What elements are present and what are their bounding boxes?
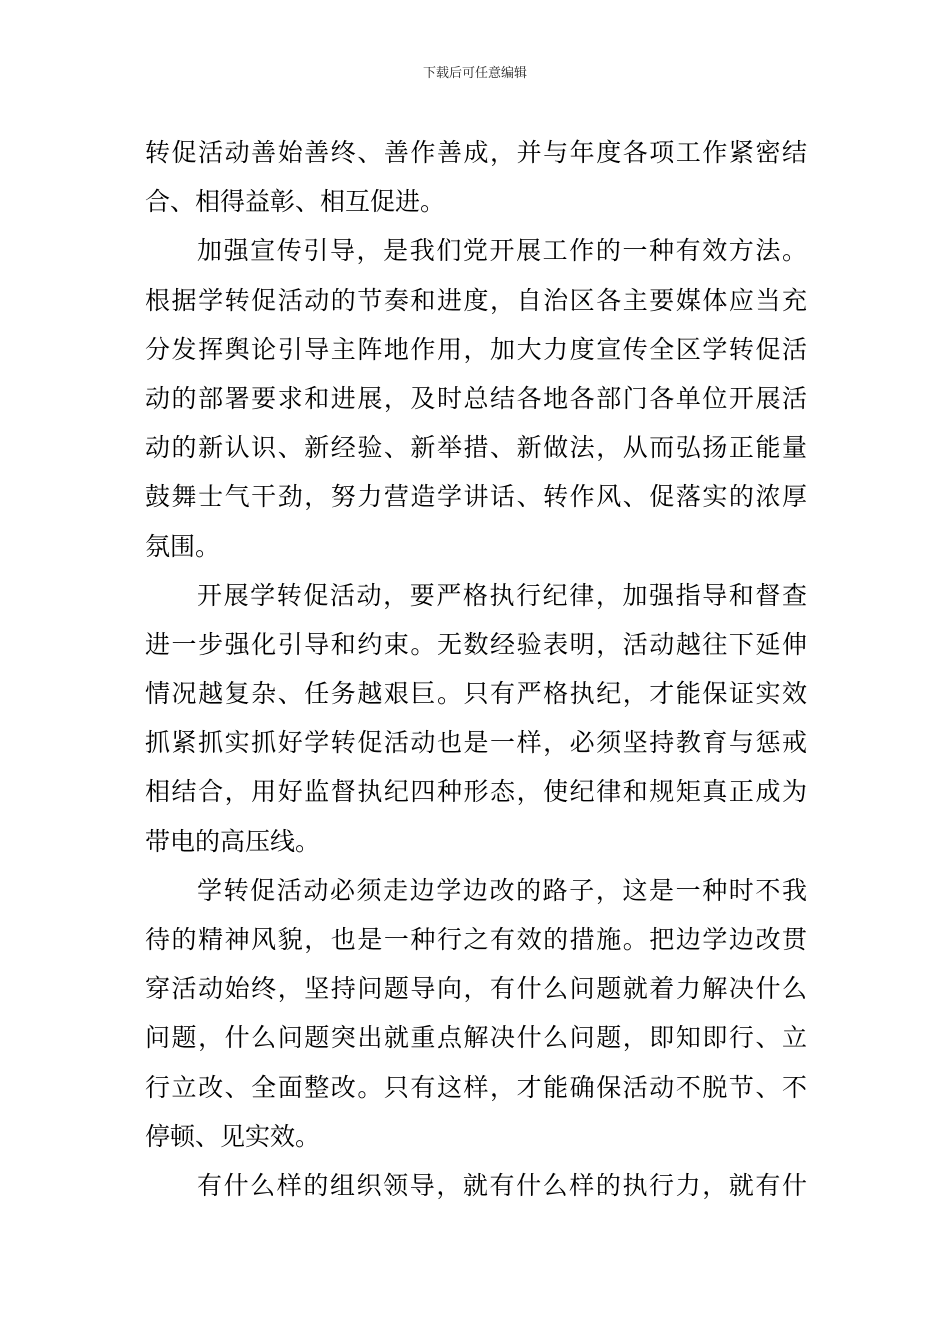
text-line: 动的新认识、新经验、新举措、新做法，从而弘扬正能量 — [145, 433, 807, 463]
text-line: 氛围。 — [145, 531, 221, 561]
text-line: 学转促活动必须走边学边改的路子，这是一种时不我 — [197, 875, 807, 905]
text-line: 根据学转促活动的节奏和进度，自治区各主要媒体应当充 — [145, 285, 807, 315]
text-line: 问题，什么问题突出就重点解决什么问题，即知即行、立 — [145, 1023, 807, 1053]
text-line: 进一步强化引导和约束。无数经验表明，活动越往下延伸 — [145, 629, 807, 659]
text-line: 穿活动始终，坚持问题导向，有什么问题就着力解决什么 — [145, 974, 807, 1004]
text-line: 行立改、全面整改。只有这样，才能确保活动不脱节、不 — [145, 1072, 807, 1102]
text-line: 停顿、见实效。 — [145, 1121, 321, 1151]
text-line: 分发挥舆论引导主阵地作用，加大力度宣传全区学转促活 — [145, 334, 807, 364]
text-line: 抓紧抓实抓好学转促活动也是一样，必须坚持教育与惩戒 — [145, 728, 807, 758]
text-line: 合、相得益彰、相互促进。 — [145, 187, 446, 217]
text-line: 动的部署要求和进展，及时总结各地各部门各单位开展活 — [145, 383, 807, 413]
body-text — [145, 128, 807, 1210]
text-line: 待的精神风貌，也是一种行之有效的措施。把边学边改贯 — [145, 925, 807, 954]
text-line: 开展学转促活动，要严格执行纪律，加强指导和督查 — [197, 580, 807, 610]
text-line: 相结合，用好监督执纪四种形态，使纪律和规矩真正成为 — [145, 777, 807, 807]
page-header: 下载后可任意编辑 — [422, 66, 527, 81]
text-line: 带电的高压线。 — [145, 826, 321, 856]
text-line: 情况越复杂、任务越艰巨。只有严格执纪，才能保证实效 — [145, 679, 807, 709]
text-line: 转促活动善始善终、善作善成，并与年度各项工作紧密结 — [145, 138, 807, 167]
text-line: 鼓舞士气干劲，努力营造学讲话、转作风、促落实的浓厚 — [145, 482, 807, 512]
text-line: 有什么样的组织领导，就有什么样的执行力，就有什 — [197, 1170, 807, 1200]
text-line: 加强宣传引导，是我们党开展工作的一种有效方法。 — [197, 236, 807, 266]
